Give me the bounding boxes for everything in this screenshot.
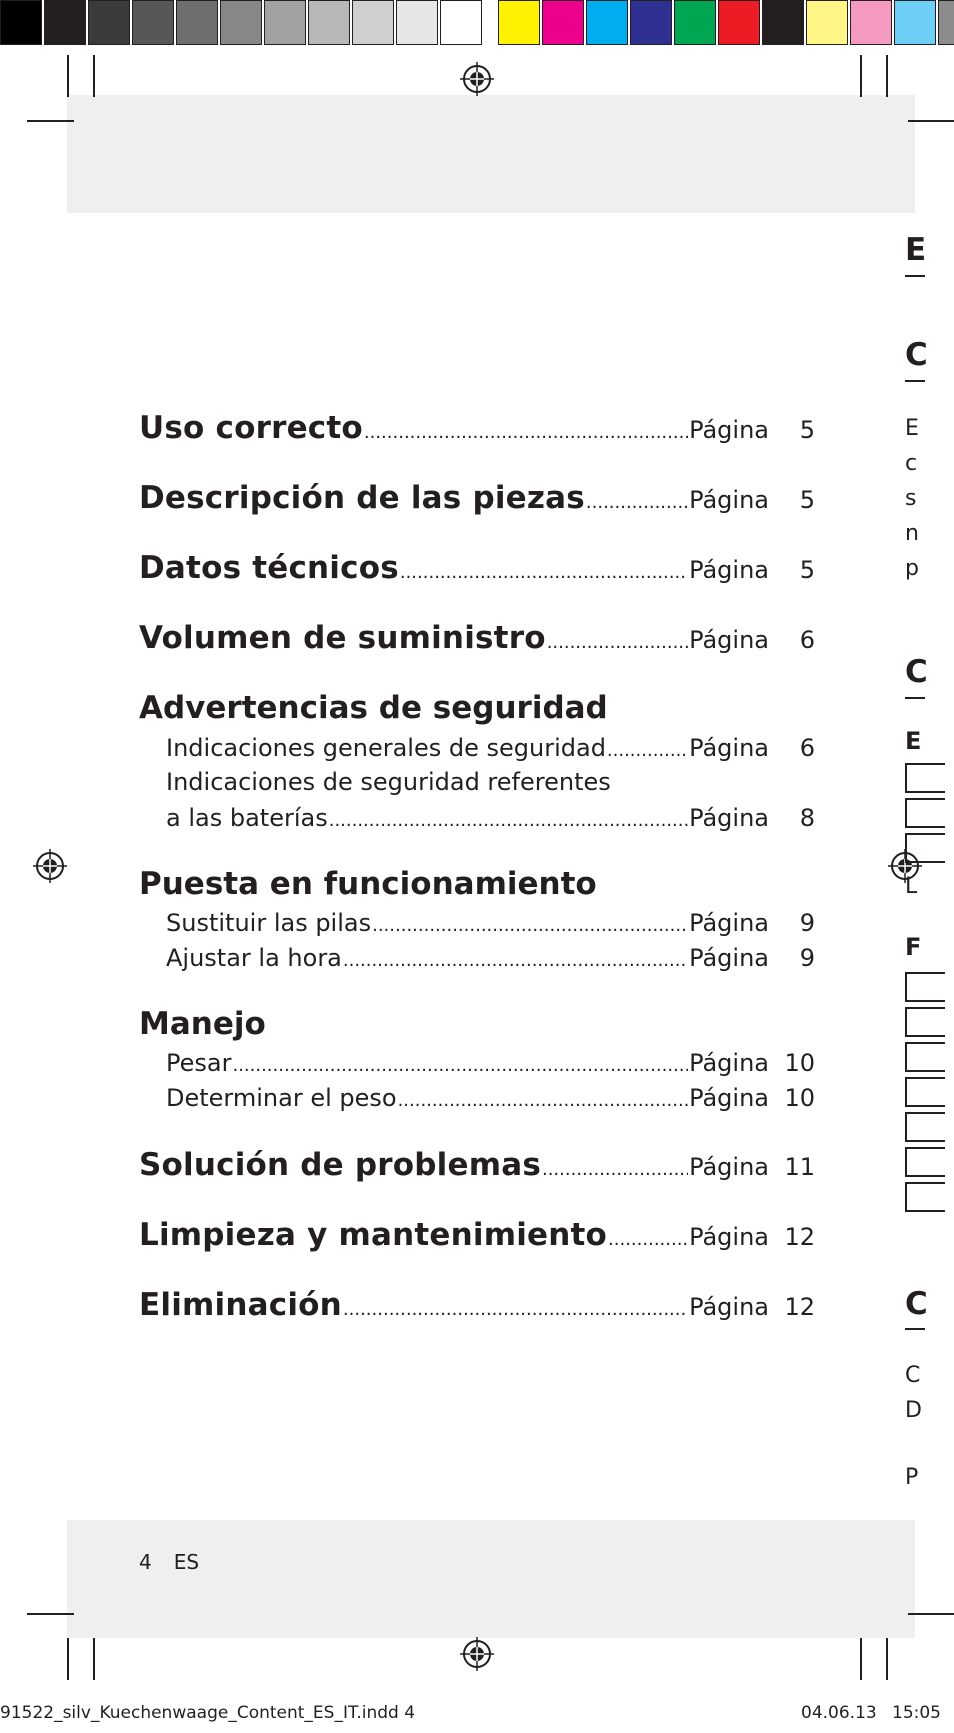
page-number: 10 — [784, 1084, 815, 1112]
page-label: Página — [689, 1153, 769, 1181]
toc-entry-indicaciones-generales[interactable] — [139, 734, 815, 762]
color-swatch — [264, 0, 306, 45]
edge-letter: P — [905, 1465, 919, 1490]
edge-letter: n — [905, 521, 919, 546]
toc-entry-title: Solución de problemas — [139, 1147, 541, 1183]
edge-letter: L — [905, 874, 918, 899]
color-swatch — [88, 0, 130, 45]
edge-table-cell — [905, 1007, 945, 1037]
page-label: Página — [689, 804, 769, 832]
edge-table-cell — [905, 763, 945, 793]
adjacent-page-edge — [905, 220, 954, 1520]
edge-table-cell — [905, 1147, 945, 1177]
toc-entry-determinar-peso[interactable] — [139, 1084, 815, 1112]
color-swatch — [718, 0, 760, 45]
page-number: 12 — [784, 1293, 815, 1321]
toc-entry-title: a las baterías — [166, 804, 328, 832]
color-swatch — [132, 0, 174, 45]
page-label: Página — [689, 416, 769, 444]
edge-letter: F — [905, 933, 922, 961]
edge-table-cell — [905, 1077, 945, 1107]
color-swatch — [674, 0, 716, 45]
leader-dots — [586, 492, 688, 510]
toc-entry-sustituir-pilas[interactable] — [139, 909, 815, 937]
toc-entry-title: Sustituir las pilas — [166, 909, 372, 937]
color-swatch — [630, 0, 672, 45]
toc-entry-title: Determinar el peso — [166, 1084, 397, 1112]
toc-entry-title: Descripción de las piezas — [139, 480, 585, 516]
edge-table-cell — [905, 1042, 945, 1072]
toc-entry-title: Datos técnicos — [139, 550, 399, 586]
color-swatch — [352, 0, 394, 45]
leader-dots — [398, 1090, 689, 1108]
leader-dots — [608, 1229, 688, 1247]
edge-letter: C — [905, 1363, 921, 1388]
color-swatch — [850, 0, 892, 45]
page-label: Página — [689, 1223, 769, 1251]
page-label: Página — [689, 944, 769, 972]
edge-table-cell — [905, 1182, 945, 1212]
edge-table-cell — [905, 833, 945, 863]
page-label: Página — [689, 1084, 769, 1112]
color-swatch — [308, 0, 350, 45]
footer-band — [67, 1520, 915, 1638]
color-swatch — [440, 0, 482, 45]
edge-letter: C — [905, 337, 928, 373]
toc-entry-limpieza[interactable] — [139, 1217, 815, 1253]
page-number: 12 — [784, 1223, 815, 1251]
crop-mark — [886, 55, 888, 97]
registration-mark-icon — [33, 849, 67, 883]
edge-letter: c — [905, 451, 918, 476]
edge-rule — [905, 697, 925, 699]
edge-letter: p — [905, 556, 919, 581]
page-number: 5 — [799, 486, 815, 514]
page-number: 8 — [799, 804, 815, 832]
toc-entry-baterias[interactable] — [139, 804, 815, 832]
color-swatch — [220, 0, 262, 45]
crop-mark — [908, 1613, 954, 1615]
page-number: 9 — [799, 944, 815, 972]
page-label: Página — [689, 909, 769, 937]
edge-letter: D — [905, 1398, 922, 1423]
crop-mark — [27, 1613, 74, 1615]
leader-dots — [607, 740, 688, 758]
crop-mark — [93, 1638, 95, 1680]
crop-mark — [27, 120, 74, 122]
toc-entry-solucion[interactable] — [139, 1147, 815, 1183]
toc-entry-volumen[interactable] — [139, 620, 815, 656]
leader-dots — [343, 1299, 688, 1317]
page-number: 5 — [799, 556, 815, 584]
page-footer — [139, 1550, 221, 1574]
toc-entry-title: Eliminación — [139, 1287, 342, 1323]
leader-dots — [400, 562, 688, 580]
page-number: 9 — [799, 909, 815, 937]
leader-dots — [542, 1159, 688, 1177]
color-swatch — [938, 0, 954, 45]
color-swatch — [44, 0, 86, 45]
leader-dots — [232, 1055, 688, 1073]
toc-entry-uso-correcto[interactable] — [139, 410, 815, 446]
page-number: 5 — [799, 416, 815, 444]
swatch-gap — [484, 0, 498, 47]
color-swatch — [0, 0, 42, 45]
page-label: Página — [689, 1293, 769, 1321]
leader-dots — [547, 632, 688, 650]
toc-entry-title: Limpieza y mantenimiento — [139, 1217, 608, 1253]
leader-dots — [343, 950, 688, 968]
leader-dots — [364, 422, 688, 440]
toc-section-advertencias[interactable]: Advertencias de seguridad — [139, 690, 608, 726]
edge-table-cell — [905, 1112, 945, 1142]
crop-mark — [860, 1638, 862, 1680]
edge-rule — [905, 275, 925, 277]
slug-filename: 91522_silv_Kuechenwaage_Content_ES_IT.indd 4 — [0, 1703, 416, 1723]
page-label: Página — [689, 1049, 769, 1077]
page-number: 10 — [784, 1049, 815, 1077]
crop-mark — [860, 55, 862, 97]
crop-mark — [886, 1638, 888, 1680]
page-number: 4 — [139, 1550, 152, 1574]
crop-mark — [67, 1638, 69, 1680]
color-swatch — [894, 0, 936, 45]
toc-entry-baterias-line1: Indicaciones de seguridad referentes — [166, 768, 611, 796]
color-swatch — [176, 0, 218, 45]
edge-letter: E — [905, 232, 927, 268]
language-code: ES — [173, 1550, 200, 1574]
color-swatch — [586, 0, 628, 45]
crop-mark — [908, 120, 954, 122]
toc-entry-title: Volumen de suministro — [139, 620, 546, 656]
color-swatch — [762, 0, 804, 45]
toc-entry-pesar[interactable] — [139, 1049, 815, 1077]
color-calibration-bar — [0, 0, 954, 47]
page-label: Página — [689, 486, 769, 514]
toc-section-puesta[interactable]: Puesta en funcionamiento — [139, 866, 597, 902]
registration-mark-icon — [460, 62, 494, 96]
toc-entry-descripcion[interactable] — [139, 480, 815, 516]
crop-mark — [67, 55, 69, 97]
page-label: Página — [689, 556, 769, 584]
toc-entry-ajustar-hora[interactable] — [139, 944, 815, 972]
crop-mark — [93, 55, 95, 97]
page-label: Página — [689, 734, 769, 762]
toc-entry-title: Uso correcto — [139, 410, 363, 446]
slug-time: 15:05 — [892, 1703, 941, 1723]
edge-letter: E — [905, 416, 919, 441]
page-number: 11 — [784, 1153, 815, 1181]
leader-dots — [372, 915, 688, 933]
toc-entry-title: Indicaciones generales de seguridad — [166, 734, 606, 762]
color-swatch — [396, 0, 438, 45]
slug-date: 04.06.13 — [801, 1703, 877, 1723]
leader-dots — [329, 810, 688, 828]
color-swatch — [806, 0, 848, 45]
edge-letter: E — [905, 727, 922, 755]
edge-rule — [905, 380, 925, 382]
color-swatch — [542, 0, 584, 45]
page-number: 6 — [799, 626, 815, 654]
header-band — [67, 95, 915, 213]
edge-table-cell — [905, 798, 945, 828]
page-number: 6 — [799, 734, 815, 762]
toc-entry-datos-tecnicos[interactable] — [139, 550, 815, 586]
toc-entry-title: Ajustar la hora — [166, 944, 342, 972]
edge-letter: C — [905, 654, 928, 690]
toc-entry-eliminacion[interactable] — [139, 1287, 815, 1323]
toc-entry-title: Pesar — [166, 1049, 232, 1077]
edge-letter: C — [905, 1286, 928, 1322]
edge-letter: s — [905, 486, 917, 511]
toc-section-manejo[interactable]: Manejo — [139, 1006, 266, 1042]
page-label: Página — [689, 626, 769, 654]
edge-table-cell — [905, 972, 945, 1002]
registration-mark-icon — [460, 1637, 494, 1671]
color-swatch — [498, 0, 540, 45]
edge-rule — [905, 1328, 925, 1330]
